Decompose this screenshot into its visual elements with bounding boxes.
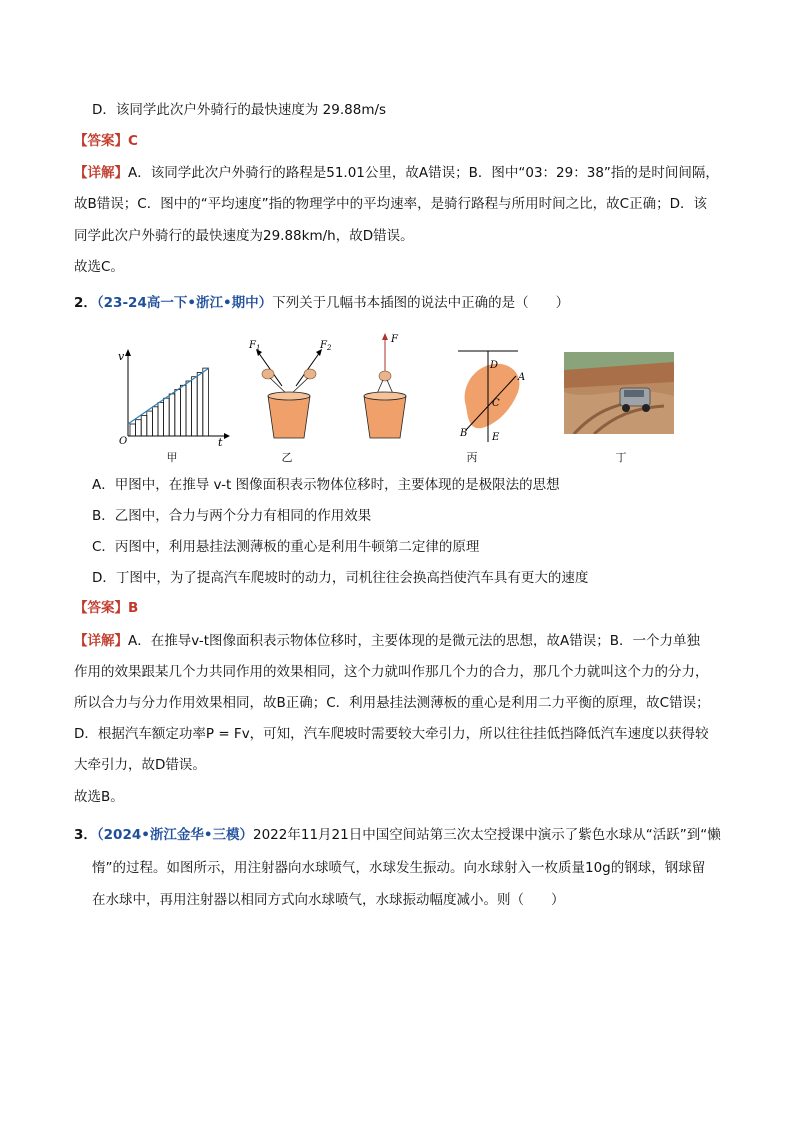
prev-option-d: D．该同学此次户外骑行的最快速度为 29.88m/s bbox=[92, 102, 387, 118]
prev-detail-line-1 bbox=[74, 163, 719, 183]
point-e-label: E bbox=[492, 432, 500, 443]
axis-t-label: t bbox=[218, 436, 223, 449]
force-f1-label: $F_1$ bbox=[249, 340, 261, 352]
answer-value: C bbox=[128, 133, 138, 149]
answer-tag: 【答案】 bbox=[74, 133, 128, 149]
detail-tag: 【详解】 bbox=[74, 165, 128, 181]
point-d-label: D bbox=[490, 360, 499, 371]
q2-option-a: A．甲图中，在推导 v-t 图像面积表示物体位移时，主要体现的是极限法的思想 bbox=[92, 477, 560, 493]
step-bar bbox=[141, 415, 147, 436]
caption-yi: 乙 bbox=[281, 451, 293, 464]
step-bar bbox=[203, 368, 209, 436]
figure-ding-car-photo bbox=[564, 352, 674, 434]
prev-detail-line-3: 同学此次户外骑行的最快速度为29.88km/h，故D错误。 bbox=[74, 228, 414, 244]
figure-jia-vt-graph bbox=[114, 346, 234, 450]
detail-text: A．在推导v-t图像面积表示物体位移时，主要体现的是微元法的思想，故A错误；B．一个力单独 bbox=[128, 633, 701, 649]
step-bar bbox=[158, 403, 164, 437]
q2-option-c: C．丙图中，利用悬挂法测薄板的重心是利用牛顿第二定律的原理 bbox=[92, 539, 480, 555]
q3-stem-line-3: 在水球中，再用注射器以相同方式向水球喷气，水球振动幅度减小。则（ ） bbox=[92, 892, 565, 908]
step-bar bbox=[136, 420, 142, 436]
prev-detail-line-2: 故B错误；C．图中的“平均速度”指的物理学中的平均速率，是骑行路程与所用时间之比，故C正确；D．该 bbox=[74, 196, 707, 212]
axis-v-label: v bbox=[118, 350, 125, 363]
figure-bing-suspension bbox=[452, 348, 536, 448]
prev-conclusion: 故选C。 bbox=[74, 259, 124, 275]
q2-detail-line-3: 所以合力与分力作用效果相同，故B正确；C．利用悬挂法测薄板的重心是利用二力平衡的原理，故C错误； bbox=[74, 695, 710, 711]
q2-question: 下列关于几幅书本插图的说法中正确的是（ ） bbox=[272, 295, 570, 311]
q2-detail-line-2: 作用的效果跟某几个力共同作用的效果相同，这个力就叫作那几个力的合力，那几个力就叫这个力的分力， bbox=[74, 664, 709, 680]
caption-bing: 丙 bbox=[466, 451, 478, 464]
step-bar bbox=[186, 381, 192, 436]
q2-option-b: B．乙图中，合力与两个分力有相同的作用效果 bbox=[92, 508, 372, 524]
step-bar bbox=[164, 398, 170, 436]
q2-detail-line-1 bbox=[74, 631, 700, 651]
q2-source: （23-24高一下•浙江•期中） bbox=[96, 295, 273, 311]
step-bar bbox=[180, 385, 186, 436]
detail-text: A．该同学此次户外骑行的路程是51.01公里，故A错误；B．图中“03：29：38”指的是时间间隔， bbox=[128, 165, 719, 181]
q2-answer bbox=[74, 598, 138, 618]
q2-stem bbox=[74, 293, 569, 313]
step-bar bbox=[169, 394, 175, 436]
step-bar bbox=[197, 372, 203, 436]
point-c-label: C bbox=[492, 398, 500, 409]
step-bar bbox=[192, 377, 198, 436]
q2-detail-line-4: D．根据汽车额定功率P = Fv，可知，汽车爬坡时需要较大牵引力，所以往往挂低挡降低汽车速度以获得较 bbox=[74, 726, 709, 742]
q2-option-d: D．丁图中，为了提高汽车爬坡时的动力，司机往往会换高挡使汽车具有更大的速度 bbox=[92, 570, 589, 586]
prev-answer bbox=[74, 131, 138, 151]
q3-number: 3． bbox=[74, 827, 97, 843]
point-b-label: B bbox=[460, 428, 468, 439]
point-a-label: A bbox=[518, 372, 526, 383]
detail-tag: 【详解】 bbox=[74, 633, 128, 649]
q2-number: 2． bbox=[74, 295, 97, 311]
step-bar bbox=[175, 390, 181, 436]
q3-stem-line-2: 惰”的过程。如图所示，用注射器向水球喷气，水球发生振动。向水球射入一枚质量10g的钢球，钢球留 bbox=[92, 860, 706, 876]
q2-conclusion: 故选B。 bbox=[74, 789, 124, 805]
step-bar bbox=[130, 424, 136, 436]
caption-jia: 甲 bbox=[166, 451, 178, 464]
force-f-label: F bbox=[391, 334, 398, 345]
q2-detail-line-5: 大牵引力，故D错误。 bbox=[74, 757, 206, 773]
q3-stem-line-1 bbox=[74, 825, 721, 845]
figure-single-force bbox=[358, 330, 420, 446]
figure-yi-two-forces bbox=[246, 338, 332, 446]
origin-label: O bbox=[119, 436, 128, 447]
step-bar bbox=[147, 411, 153, 436]
force-f2-label: $F_2$ bbox=[320, 340, 332, 352]
answer-tag: 【答案】 bbox=[74, 600, 128, 616]
answer-value: B bbox=[128, 600, 139, 616]
q3-source: （2024•浙江金华•三模） bbox=[96, 827, 253, 843]
caption-ding: 丁 bbox=[615, 451, 627, 464]
q3-stem-text: 2022年11月21日中国空间站第三次太空授课中演示了紫色水球从“活跃”到“懒 bbox=[253, 827, 721, 843]
step-bar bbox=[152, 407, 158, 436]
